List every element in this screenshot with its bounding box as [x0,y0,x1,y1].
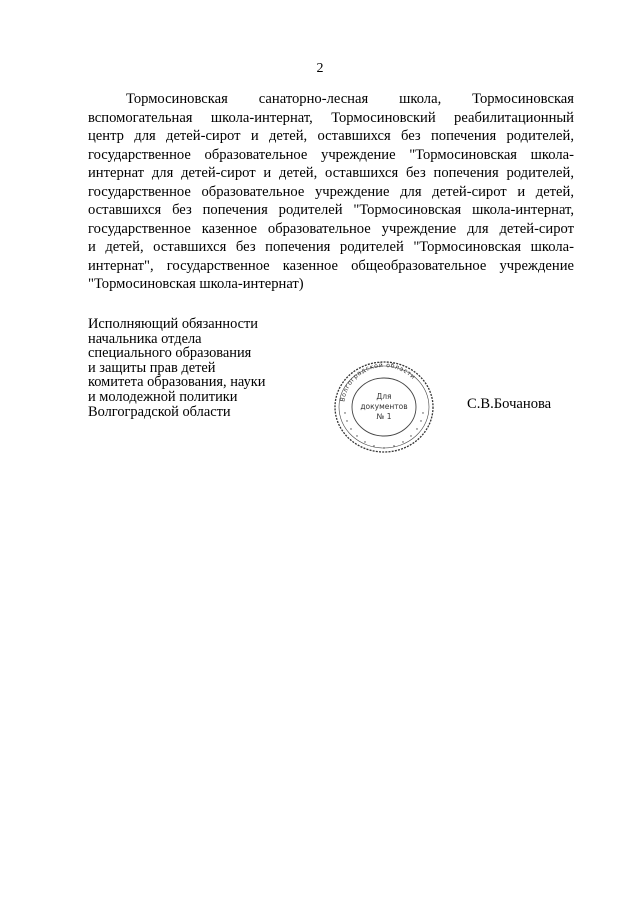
signatory-title-line: Волгоградской области [88,403,231,420]
body-line: оставшихся без попечения родителей "Тормосиновская школа-интернат, [88,202,574,218]
signatory-title [88,317,318,419]
body-paragraph [88,90,574,294]
official-seal [329,357,439,457]
body-line: и детей, оставшихся без попечения родителей "Тормосиновская школа- [88,239,574,255]
body-line: государственное казенное образовательное учреждение для детей-сирот [88,220,574,237]
signatory-title-line: и молодежной политики [88,388,238,405]
body-line: государственное образовательное учреждение "Тормосиновская школа- [88,146,574,163]
body-line: вспомогательная школа-интернат, Тормосиновский реабилитационный [88,109,574,126]
page-number: 2 [316,61,324,76]
body-line: центр для детей-сирот и детей, оставшихся без попечения родителей, [88,128,574,144]
body-line: интернат для детей-сирот и детей, оставшихся без попечения родителей, [88,165,574,181]
signatory-title-line: и защиты прав детей [88,359,216,376]
seal-center-line-3: № 1 [376,412,392,421]
seal-center-line-1: Для [376,392,392,401]
body-line: интернат", государственное казенное общеобразовательное учреждение [88,257,574,274]
signatory-title-line: комитета образования, науки [88,374,266,391]
seal-center-line-2: документов [360,402,408,411]
signatory-name: С.В.Бочанова [467,396,552,412]
body-line: "Тормосиновская школа-интернат) [88,276,304,292]
seal-ring-textpath: Волгоградской области [339,361,417,403]
body-line: государственное образовательное учреждение для детей-сирот и детей, [88,183,574,200]
signatory-title-line: специального образования [88,345,252,362]
signatory-title-line: начальника отдела [88,330,202,347]
body-line: Тормосиновская санаторно-лесная школа, Тормосиновская [126,91,574,107]
signatory-title-line: Исполняющий обязанности [88,316,259,332]
